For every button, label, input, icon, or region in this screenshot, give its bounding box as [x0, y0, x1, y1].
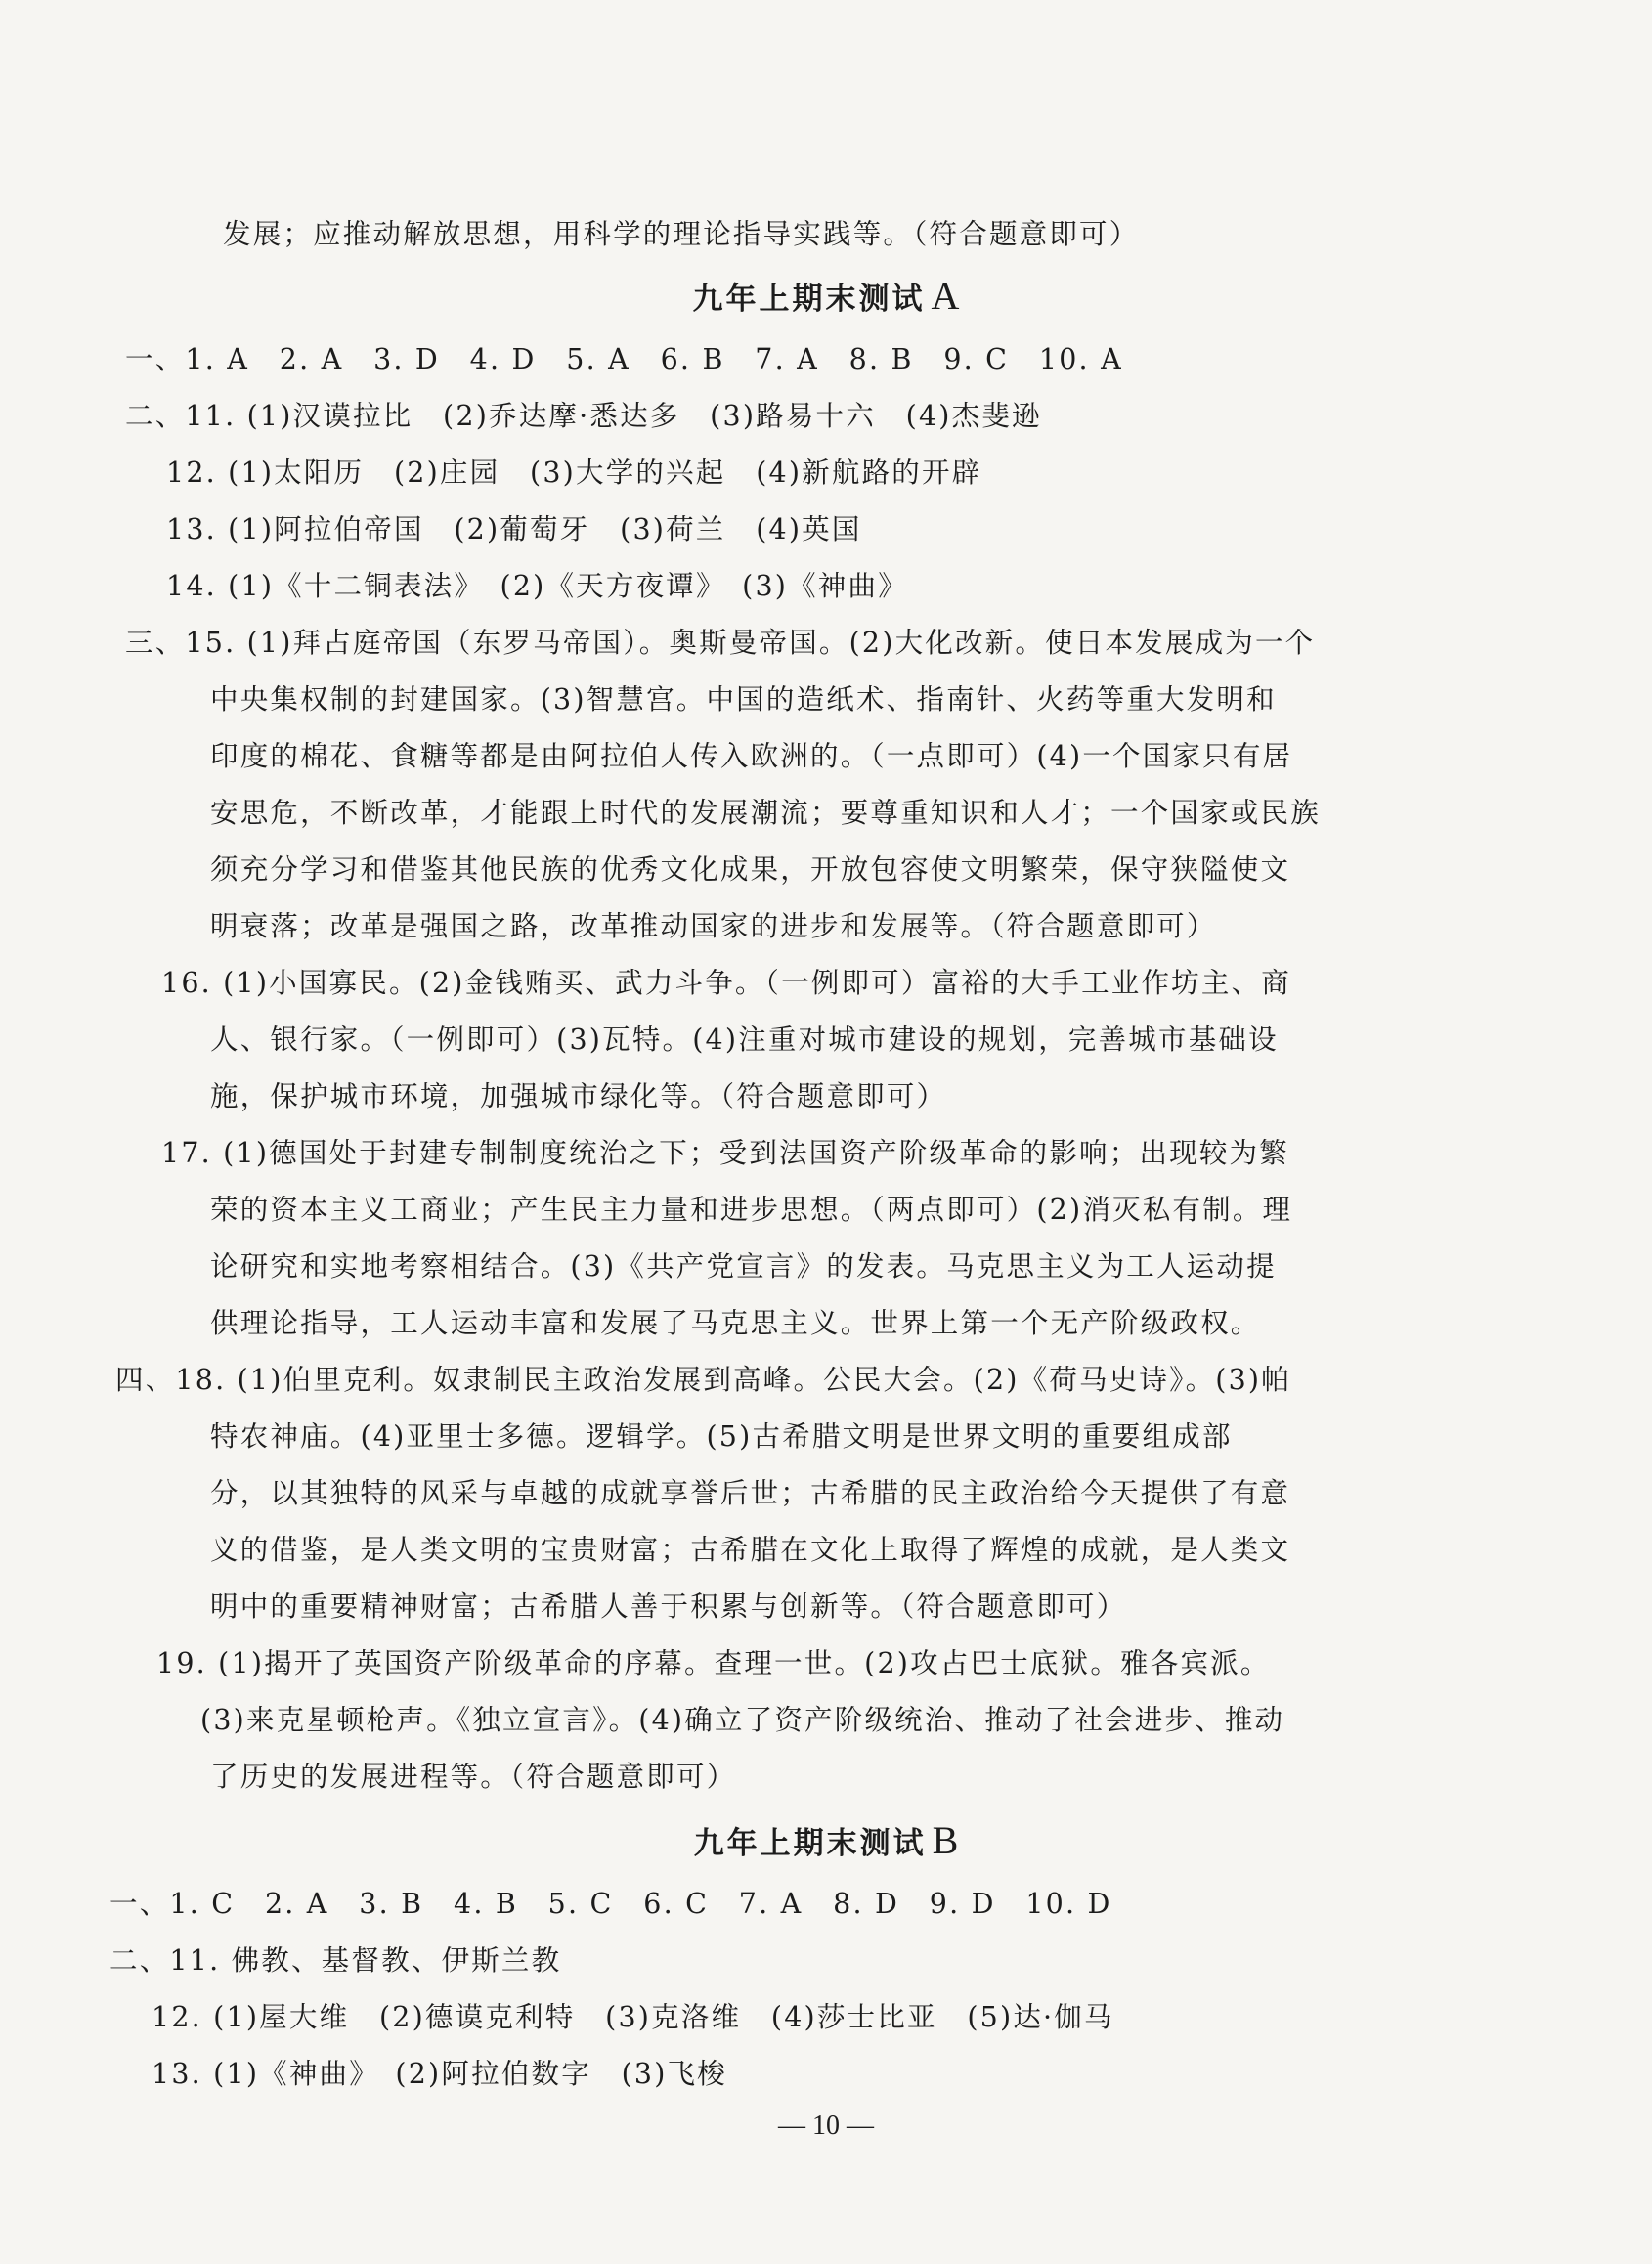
text-line: 19. (1)揭开了英国资产阶级革命的序幕。查理一世。(2)攻占巴士底狱。雅各宾派。	[156, 1647, 1271, 1679]
text-line: 13. (1)阿拉伯帝国 (2)葡萄牙 (3)荷兰 (4)英国	[166, 513, 862, 545]
text-line: 分，以其独特的风采与卓越的成就享誉后世；古希腊的民主政治给今天提供了有意	[210, 1477, 1291, 1509]
text-line: 三、15. (1)拜占庭帝国（东罗马帝国）。奥斯曼帝国。(2)大化改新。使日本发展成为一个	[125, 627, 1316, 659]
text-line: 须充分学习和借鉴其他民族的优秀文化成果，开放包容使文明繁荣，保守狭隘使文	[210, 853, 1291, 886]
text-line: 中央集权制的封建国家。(3)智慧宫。中国的造纸术、指南针、火药等重大发明和	[210, 683, 1277, 716]
text-line: 一、1. C 2. A 3. B 4. B 5. C 6. C 7. A 8. D 9. D 10. D	[109, 1888, 1112, 1920]
text-line: 二、11. 佛教、基督教、伊斯兰教	[109, 1944, 562, 1977]
text-line: 印度的棉花、食糖等都是由阿拉伯人传入欧洲的。（一点即可）(4)一个国家只有居	[210, 740, 1293, 772]
text-line: 17. (1)德国处于封建专制制度统治之下；受到法国资产阶级革命的影响；出现较为繁	[161, 1137, 1289, 1169]
section-title-a	[0, 272, 1652, 321]
section-title-b	[0, 1816, 1652, 1865]
text-line: 了历史的发展进程等。（符合题意即可）	[210, 1761, 737, 1793]
text-line: 供理论指导，工人运动丰富和发展了马克思主义。世界上第一个无产阶级政权。	[210, 1307, 1261, 1339]
section-title-letter: B	[932, 1818, 959, 1862]
text-line: 荣的资本主义工商业；产生民主力量和进步思想。（两点即可）(2)消灭私有制。理	[210, 1194, 1293, 1226]
text-line: 人、银行家。（一例即可）(3)瓦特。(4)注重对城市建设的规划，完善城市基础设	[210, 1023, 1279, 1056]
text-line: 义的借鉴，是人类文明的宝贵财富；古希腊在文化上取得了辉煌的成就，是人类文	[210, 1534, 1291, 1566]
text-line: 特农神庙。(4)亚里士多德。逻辑学。(5)古希腊文明是世界文明的重要组成部	[210, 1420, 1233, 1453]
section-title-text: 九年上期末测试	[692, 282, 926, 317]
text-line: 四、18. (1)伯里克利。奴隶制民主政治发展到高峰。公民大会。(2)《荷马史诗》。(3)帕	[115, 1364, 1291, 1396]
text-line: 14. (1)《十二铜表法》 (2)《天方夜谭》 (3)《神曲》	[166, 570, 908, 602]
text-line: 施，保护城市环境，加强城市绿化等。（符合题意即可）	[210, 1080, 947, 1112]
text-line: (3)来克星顿枪声。《独立宣言》。(4)确立了资产阶级统治、推动了社会进步、推动	[200, 1704, 1285, 1736]
section-title-text: 九年上期末测试	[693, 1826, 927, 1861]
page-number: — 10 —	[778, 2111, 874, 2141]
text-line: 安思危，不断改革，才能跟上时代的发展潮流；要尊重知识和人才；一个国家或民族	[210, 797, 1321, 829]
text-line: 明衰落；改革是强国之路，改革推动国家的进步和发展等。（符合题意即可）	[210, 910, 1217, 942]
text-line: 13. (1)《神曲》 (2)阿拉伯数字 (3)飞梭	[152, 2058, 727, 2090]
text-line: 发展；应推动解放思想，用科学的理论指导实践等。（符合题意即可）	[223, 218, 1140, 250]
text-line: 论研究和实地考察相结合。(3)《共产党宣言》的发表。马克思主义为工人运动提	[210, 1250, 1277, 1283]
text-line: 12. (1)太阳历 (2)庄园 (3)大学的兴起 (4)新航路的开辟	[166, 457, 982, 489]
text-line: 明中的重要精神财富；古希腊人善于积累与创新等。（符合题意即可）	[210, 1590, 1127, 1623]
text-line: 一、1. A 2. A 3. D 4. D 5. A 6. B 7. A 8. B 9. C 10. A	[125, 343, 1123, 375]
section-title-letter: A	[931, 274, 960, 318]
text-line: 12. (1)屋大维 (2)德谟克利特 (3)克洛维 (4)莎士比亚 (5)达·伽马	[152, 2001, 1114, 2033]
text-line: 16. (1)小国寡民。(2)金钱贿买、武力斗争。（一例即可）富裕的大手工业作坊主、商	[161, 967, 1291, 999]
text-line: 二、11. (1)汉谟拉比 (2)乔达摩·悉达多 (3)路易十六 (4)杰斐逊	[125, 400, 1042, 432]
